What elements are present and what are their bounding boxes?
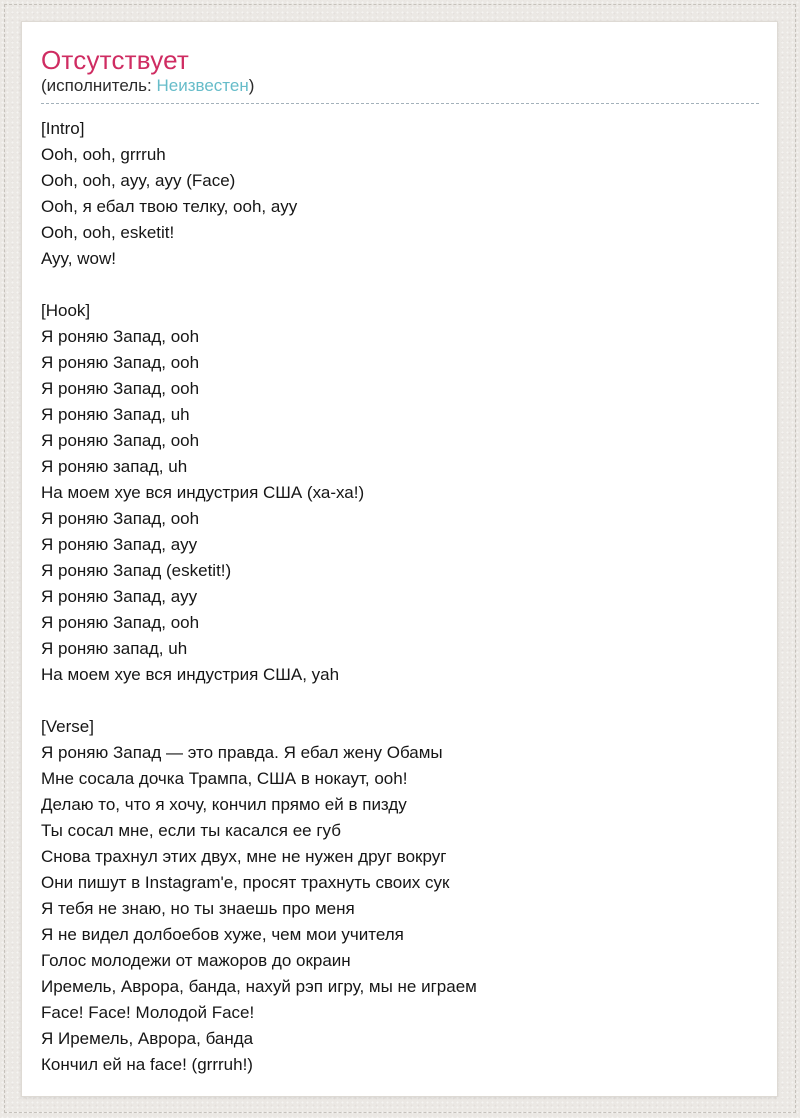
lyric-line: Я роняю Запад (esketit!) <box>41 561 232 580</box>
lyric-line: Мне сосала дочка Трампа, США в нокаут, ooh! <box>41 769 408 788</box>
lyric-line: Кончил ей на face! (grrruh!) <box>41 1055 253 1074</box>
lyric-line: Я Иремель, Аврора, банда <box>41 1029 254 1048</box>
lyrics-text <box>41 116 759 1078</box>
song-title: Отсутствует <box>41 45 190 75</box>
artist-line <box>41 75 759 96</box>
lyric-line: [Intro] <box>41 119 85 138</box>
lyric-line: Face! Face! Молодой Face! <box>41 1003 255 1022</box>
lyric-line: Я роняю Запад, ooh <box>41 379 200 398</box>
lyric-line: Я не видел долбоебов хуже, чем мои учителя <box>41 925 404 944</box>
lyric-line: Я роняю запад, uh <box>41 457 188 476</box>
lyric-line: На моем хуе вся индустрия США, yah <box>41 665 340 684</box>
lyric-line: Делаю то, что я хочу, кончил прямо ей в пизду <box>41 795 407 814</box>
lyric-line: Я тебя не знаю, но ты знаешь про меня <box>41 899 355 918</box>
lyric-line: Ooh, я ебал твою телку, ooh, ayy <box>41 197 298 216</box>
lyric-line: Я роняю Запад, ooh <box>41 327 200 346</box>
lyric-line: Ooh, ooh, esketit! <box>41 223 175 242</box>
lyric-line: Я роняю Запад, ayy <box>41 587 198 606</box>
lyric-line: Я роняю Запад, ooh <box>41 353 200 372</box>
artist-label: (исполнитель: <box>41 76 157 95</box>
lyric-line: [Hook] <box>41 301 91 320</box>
lyric-line: Я роняю Запад, ayy <box>41 535 198 554</box>
lyric-line: Ooh, ooh, grrruh <box>41 145 166 164</box>
lyrics-card <box>21 21 778 1097</box>
artist-suffix: ) <box>248 76 255 95</box>
lyric-line: Снова трахнул этих двух, мне не нужен друг вокруг <box>41 847 447 866</box>
lyric-line: Ooh, ooh, ayy, ayy (Face) <box>41 171 236 190</box>
lyric-line: Я роняю Запад, ooh <box>41 613 200 632</box>
lyric-line: Ты сосал мне, если ты касался ее губ <box>41 821 341 840</box>
lyric-line <box>41 272 759 298</box>
lyric-line: Ayy, wow! <box>41 249 116 268</box>
lyric-line: Я роняю Запад — это правда. Я ебал жену Обамы <box>41 743 443 762</box>
lyric-line: Я роняю Запад, ooh <box>41 509 200 528</box>
lyric-line: Иремель, Аврора, банда, нахуй рэп игру, мы не играем <box>41 977 477 996</box>
lyric-line: На моем хуе вся индустрия США (ха-ха!) <box>41 483 365 502</box>
lyric-line: Я роняю Запад, uh <box>41 405 190 424</box>
lyric-line: Голос молодежи от мажоров до окраин <box>41 951 351 970</box>
lyric-line: Я роняю запад, uh <box>41 639 188 658</box>
artist-link[interactable]: Неизвестен <box>156 76 249 95</box>
song-header <box>41 47 759 104</box>
lyric-line: Я роняю Запад, ooh <box>41 431 200 450</box>
lyric-line: Они пишут в Instagram'е, просят трахнуть своих сук <box>41 873 450 892</box>
lyric-line: [Verse] <box>41 717 94 736</box>
lyric-line <box>41 688 759 714</box>
